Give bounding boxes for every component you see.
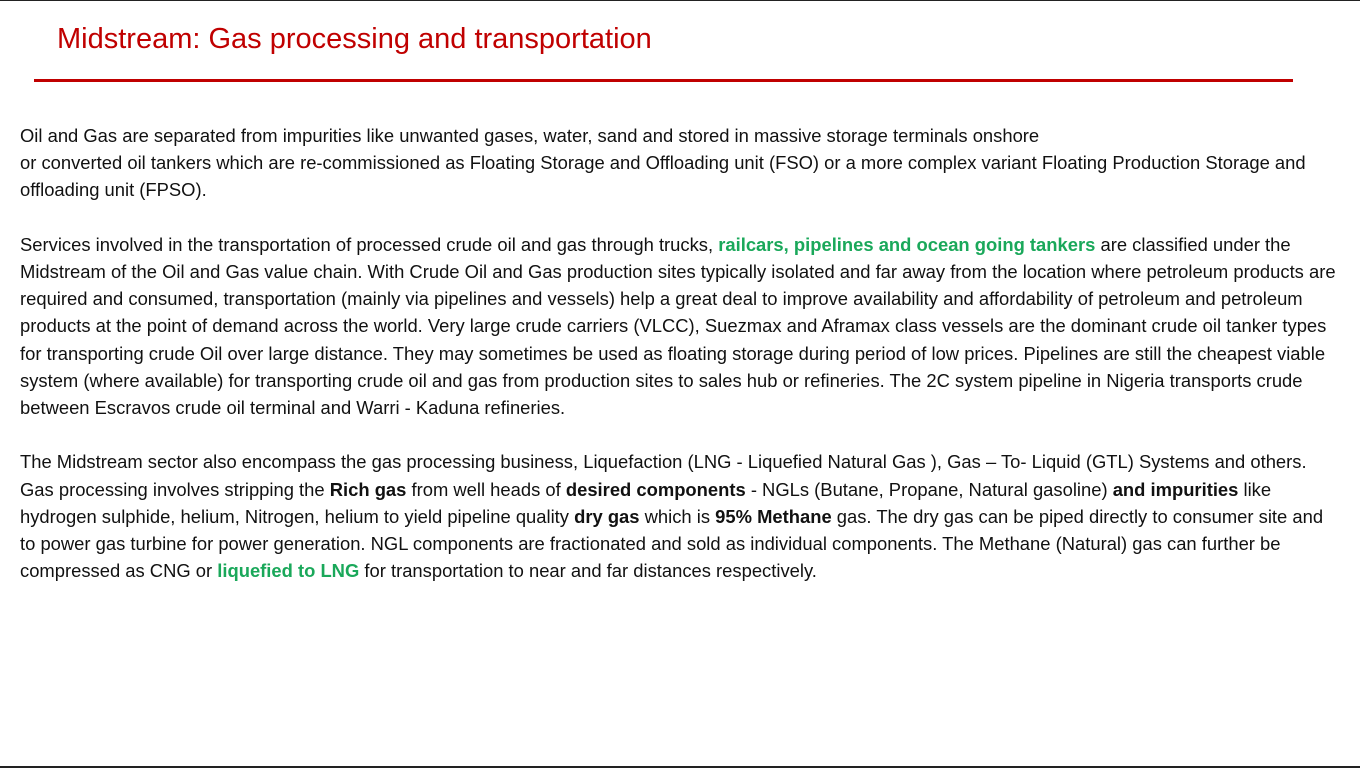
desired-components-term: desired components [565,478,746,500]
title-underline [34,79,1293,82]
dry-gas-term: dry gas [574,505,640,527]
impurities-term: and impurities [1112,478,1239,500]
lng-highlight: liquefied to LNG [217,560,360,582]
methane-term: 95% Methane [715,505,832,527]
processing-text-1: The Midstream sector also encompass the gas processing business, Liquefaction (LNG - Liquefied Natural Gas ), Gas – To- Liquid (GTL) Systems and others. Gas processing involves stripping the [20,451,1307,500]
slide-body [20,122,1340,612]
processing-text-5: which is [639,505,716,527]
paragraph-gas-processing [20,448,1340,584]
processing-text-2: from well heads of [406,478,566,500]
paragraph-storage-line2: or converted oil tankers which are re-commissioned as Floating Storage and Offloading unit (FSO) or a more complex variant Floating Production Storage and offloading unit (FPSO). [20,152,1306,201]
slide-title: Midstream: Gas processing and transportation [57,23,652,55]
transport-highlight: railcars, pipelines and ocean going tankers [718,233,1096,255]
transport-text-start: Services involved in the transportation of processed crude oil and gas through trucks, [20,233,719,255]
transport-text-end: are classified under the Midstream of the Oil and Gas value chain. With Crude Oil and Gas production sites typically isolated and far away from the location where petroleum products are required and consumed, transportation (mainly via pipelines and vessels) help a great deal to improve availability and affordability of petroleum and petroleum products at the point of demand across the world. Very large crude carriers (VLCC), Suezmax and Aframax class vessels are the dominant crude oil tanker types for transporting crude Oil over large distance. They may sometimes be used as floating storage during period of low prices. Pipelines are still the cheapest viable system (where available) for transporting crude oil and gas from production sites to sales hub or refineries. The 2C system pipeline in Nigeria transports crude between Escravos crude oil terminal and Warri - Kaduna refineries. [20,233,1336,419]
processing-text-4: like hydrogen sulphide, helium, Nitrogen, helium to yield pipeline quality [20,478,1272,527]
paragraph-storage-line1: Oil and Gas are separated from impurities like unwanted gases, water, sand and stored in massive storage terminals onshore [20,125,1040,146]
processing-text-7: for transportation to near and far distances respectively. [359,560,817,582]
rich-gas-term: Rich gas [329,478,407,500]
processing-text-3: - NGLs (Butane, Propane, Natural gasoline) [745,478,1113,500]
paragraph-transportation [20,231,1340,421]
paragraph-storage [20,122,1340,204]
processing-text-6: gas. The dry gas can be piped directly to consumer site and to power gas turbine for power generation. NGL components are fractionated and sold as individual components. The Methane (Natural) gas can further be compressed as CNG or [20,505,1324,582]
